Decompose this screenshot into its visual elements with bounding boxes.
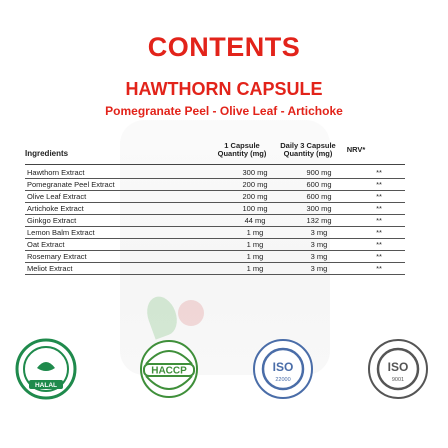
daily-qty: 3 mg	[310, 264, 328, 273]
table-row	[25, 239, 405, 251]
haccp-label: HACCP	[151, 365, 187, 377]
nrv-value: **	[376, 252, 382, 261]
iso-9001-label: ISO	[387, 360, 409, 374]
table-row	[25, 203, 405, 215]
halal-badge	[15, 338, 77, 400]
product-tagline: Pomegranate Peel - Olive Leaf - Artichoke	[105, 104, 343, 118]
ingredient-name: Hawthorn Extract	[27, 168, 85, 177]
halal-seal-icon	[15, 338, 77, 400]
daily-qty: 600 mg	[306, 180, 332, 189]
ingredient-name: Rosemary Extract	[27, 252, 87, 261]
table-row	[25, 227, 405, 239]
column-header-nrv: NRV*	[346, 145, 366, 154]
daily-qty: 132 mg	[306, 216, 332, 225]
ingredient-name: Lemon Balm Extract	[27, 228, 95, 237]
table-row	[25, 191, 405, 203]
one-capsule-qty: 100 mg	[242, 204, 268, 213]
nrv-value: **	[376, 204, 382, 213]
column-header-daily	[278, 142, 338, 158]
nrv-value: **	[376, 264, 382, 273]
iso-22000-seal-icon	[252, 338, 314, 400]
ingredient-name: Artichoke Extract	[27, 204, 84, 213]
one-capsule-qty: 200 mg	[242, 192, 268, 201]
one-capsule-qty: 44 mg	[244, 216, 266, 225]
one-capsule-qty: 1 mg	[246, 264, 264, 273]
nrv-value: **	[376, 180, 382, 189]
table-row	[25, 179, 405, 191]
nrv-value: **	[376, 168, 382, 177]
column-header-one-capsule-line1: 1 Capsule	[224, 141, 260, 150]
iso-9001-badge	[367, 338, 429, 400]
table-row	[25, 167, 405, 179]
iso-9001-seal-icon	[367, 338, 429, 400]
column-header-daily-line2: Quantity (mg)	[283, 149, 333, 158]
ingredient-name: Meliot Extract	[27, 264, 73, 273]
one-capsule-qty: 1 mg	[246, 252, 264, 261]
haccp-badge	[138, 338, 200, 400]
nrv-value: **	[376, 192, 382, 201]
nrv-value: **	[376, 216, 382, 225]
haccp-seal-icon	[138, 338, 200, 400]
column-header-ingredients: Ingredients	[25, 149, 69, 158]
daily-qty: 3 mg	[310, 252, 328, 261]
one-capsule-qty: 1 mg	[246, 228, 264, 237]
table-row	[25, 263, 405, 275]
one-capsule-qty: 300 mg	[242, 168, 268, 177]
berry-decoration	[178, 300, 204, 326]
table-row	[25, 251, 405, 263]
daily-qty: 600 mg	[306, 192, 332, 201]
daily-qty: 3 mg	[310, 228, 328, 237]
product-name: HAWTHORN CAPSULE	[125, 79, 323, 99]
header-divider	[25, 164, 405, 165]
iso-22000-badge	[252, 338, 314, 400]
nrv-value: **	[376, 228, 382, 237]
ingredient-name: Oat Extract	[27, 240, 65, 249]
table-row	[25, 215, 405, 227]
one-capsule-qty: 200 mg	[242, 180, 268, 189]
daily-qty: 900 mg	[306, 168, 332, 177]
column-header-daily-line1: Daily 3 Capsule	[280, 141, 336, 150]
ingredient-name: Ginkgo Extract	[27, 216, 77, 225]
iso-9001-number: 9001	[391, 377, 405, 383]
one-capsule-qty: 1 mg	[246, 240, 264, 249]
daily-qty: 3 mg	[310, 240, 328, 249]
page-title: CONTENTS	[147, 32, 301, 62]
iso-22000-number: 22000	[275, 377, 291, 383]
ingredient-name: Olive Leaf Extract	[27, 192, 87, 201]
ingredients-table	[25, 167, 405, 275]
nrv-value: **	[376, 240, 382, 249]
halal-label: HALAL	[34, 382, 58, 389]
ingredient-name: Pomegranate Peel Extract	[27, 180, 115, 189]
iso-22000-label: ISO	[272, 360, 294, 374]
daily-qty: 300 mg	[306, 204, 332, 213]
column-header-one-capsule-line2: Quantity (mg)	[217, 149, 267, 158]
column-header-one-capsule	[213, 142, 271, 158]
